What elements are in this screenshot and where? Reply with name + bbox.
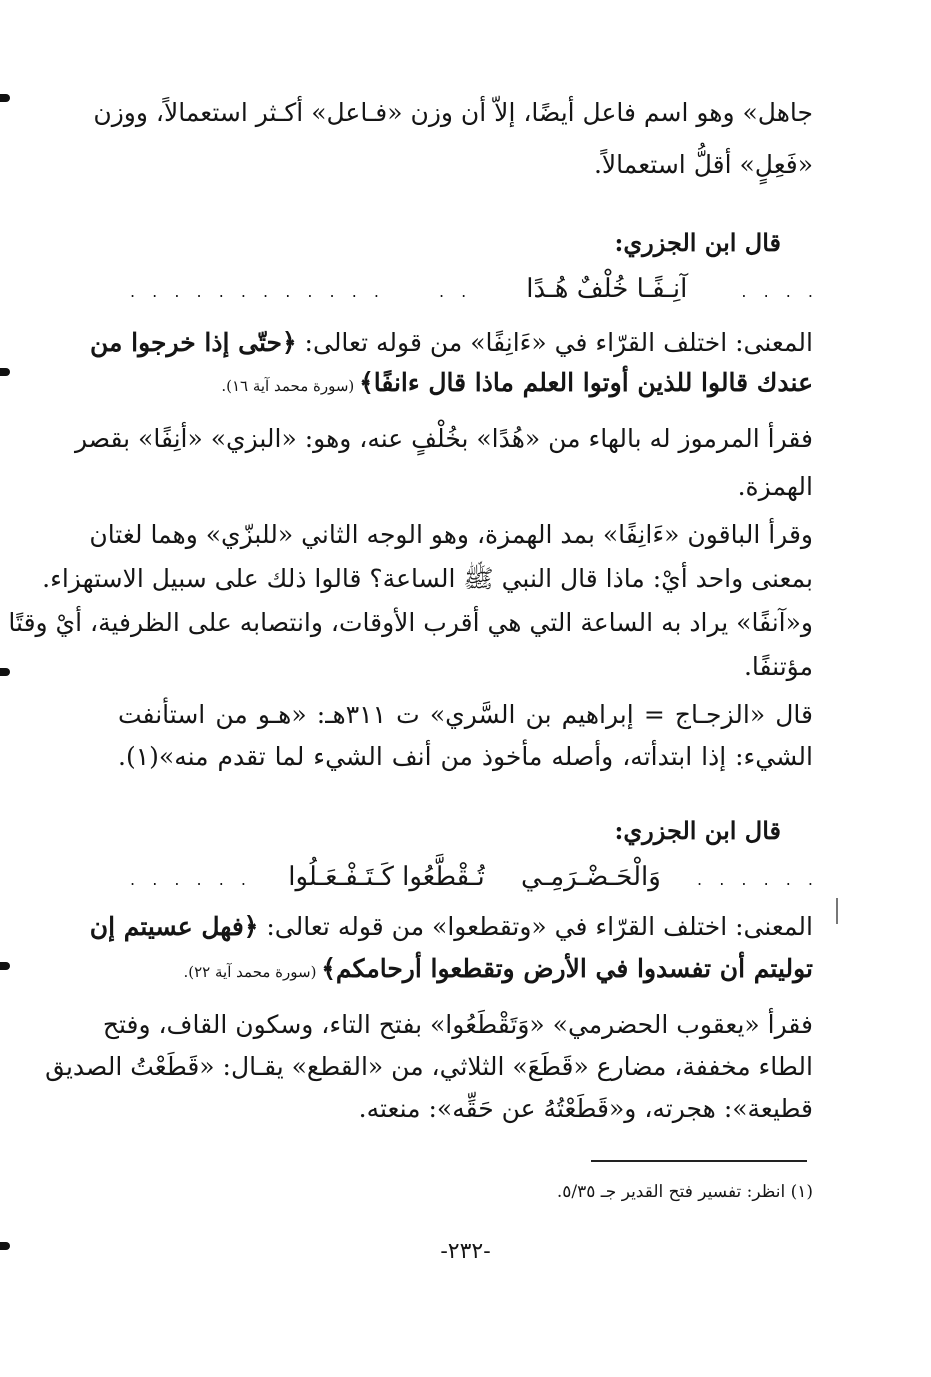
text-line: الشيء: إذا ابتدأته، وأصله مأخوذ من أنف الشيء لما تقدم منه»(١). xyxy=(118,742,813,771)
text-line xyxy=(89,910,813,944)
text-run: المعنى: اختلف القرّاء في «ءَانِفًا» من قوله تعالى: xyxy=(296,328,813,357)
text-line: فقرأ المرموز له بالهاء من «هُدًا» بخُلْفٍ عنه، وهو: «البزي» «أنِفًا» بقصر xyxy=(75,424,813,453)
quran-reference: (سورة محمد آية ٢٢). xyxy=(183,963,322,981)
footnote: (١) انظر: تفسير فتح القدير جـ ٥/٣٥. xyxy=(556,1182,813,1202)
binding-mark xyxy=(0,368,10,376)
text-line: قطيعة»: هجرته، و«قَطَعْتُهُ عن حَقِّه»: منعته. xyxy=(358,1094,813,1123)
quran-quote: ﴿حتّى إذا خرجوا من xyxy=(90,328,297,357)
text-line: و«آنفًا» يراد به الساعة التي هي أقرب الأوقات، وانتصابه على الظرفية، أيْ وقتًا xyxy=(8,608,813,637)
text-run: المعنى: اختلف القرّاء في «وتقطعوا» من قوله تعالى: xyxy=(258,912,813,941)
poem-verse xyxy=(130,860,819,897)
text-line: وقرأ الباقون «ءَانِفًا» بمد الهمزة، وهو الوجه الثاني «للبزّي» وهما لغتان xyxy=(89,520,813,549)
verse-dots: . . xyxy=(439,282,473,301)
section-heading: قال ابن الجزري: xyxy=(614,816,781,845)
section-heading: قال ابن الجزري: xyxy=(614,228,781,257)
text-line: مؤتنفًا. xyxy=(743,652,813,681)
binding-mark xyxy=(0,668,10,676)
text-line: «فَعِلٍ» أقلُّ استعمالاً. xyxy=(593,150,813,179)
scan-artifact xyxy=(836,898,838,924)
verse-dots: . . . . xyxy=(741,282,819,301)
verse-dots: . . . . . . . . . . . . xyxy=(130,282,385,301)
verse-text: وَالْحَـضْـرَمِـي xyxy=(520,862,661,892)
text-line: الهمزة. xyxy=(737,472,813,501)
text-line: فقرأ «يعقوب الحضرمي» «وَتَقْطَعُوا» بفتح التاء، وسكون القاف، وفتح xyxy=(102,1010,813,1039)
verse-text: آنِـفًـا خُلْفٌ هُـدًا xyxy=(526,274,688,304)
text-line: قال «الزجـاج = إبراهيم بن السَّري» ت ٣١١هـ: «هـو من استأنفت xyxy=(118,700,813,729)
footnote-divider xyxy=(591,1160,807,1162)
text-line: الطاء مخففة، مضارع «قَطَعَ» الثلاثي، من «القطع» يقـال: «قَطَعْتُ الصديق xyxy=(45,1052,813,1081)
quran-quote: توليتم أن تفسدوا في الأرض وتقطعوا أرحامكم﴾ xyxy=(321,954,813,983)
verse-dots: . . . . . . xyxy=(697,870,819,889)
text-line: بمعنى واحد أيْ: ماذا قال النبي ﷺ الساعة؟ قالوا ذلك على سبيل الاستهزاء. xyxy=(42,564,813,593)
text-line: جاهل» وهو اسم فاعل أيضًا، إلاّ أن وزن «فـاعل» أكـثر استعمالاً، ووزن xyxy=(93,98,813,127)
text-line xyxy=(118,366,813,403)
verse-text: تُـقْطَّعُوا كَـتَـفْـعَـلُوا xyxy=(288,862,485,892)
text-line xyxy=(118,952,813,989)
binding-mark xyxy=(0,962,10,970)
verse-dots: . . . . . . xyxy=(130,870,252,889)
text-line xyxy=(90,326,813,360)
page-number: -٢٣٢- xyxy=(440,1239,491,1264)
poem-verse xyxy=(130,272,819,309)
binding-mark xyxy=(0,1242,10,1250)
binding-mark xyxy=(0,94,10,102)
quran-reference: (سورة محمد آية ١٦). xyxy=(221,377,360,395)
quran-quote: ﴿فهل عسيتم إن xyxy=(89,912,259,941)
quran-quote: عندك قالوا للذين أوتوا العلم ماذا قال ءانفًا﴾ xyxy=(359,368,813,397)
